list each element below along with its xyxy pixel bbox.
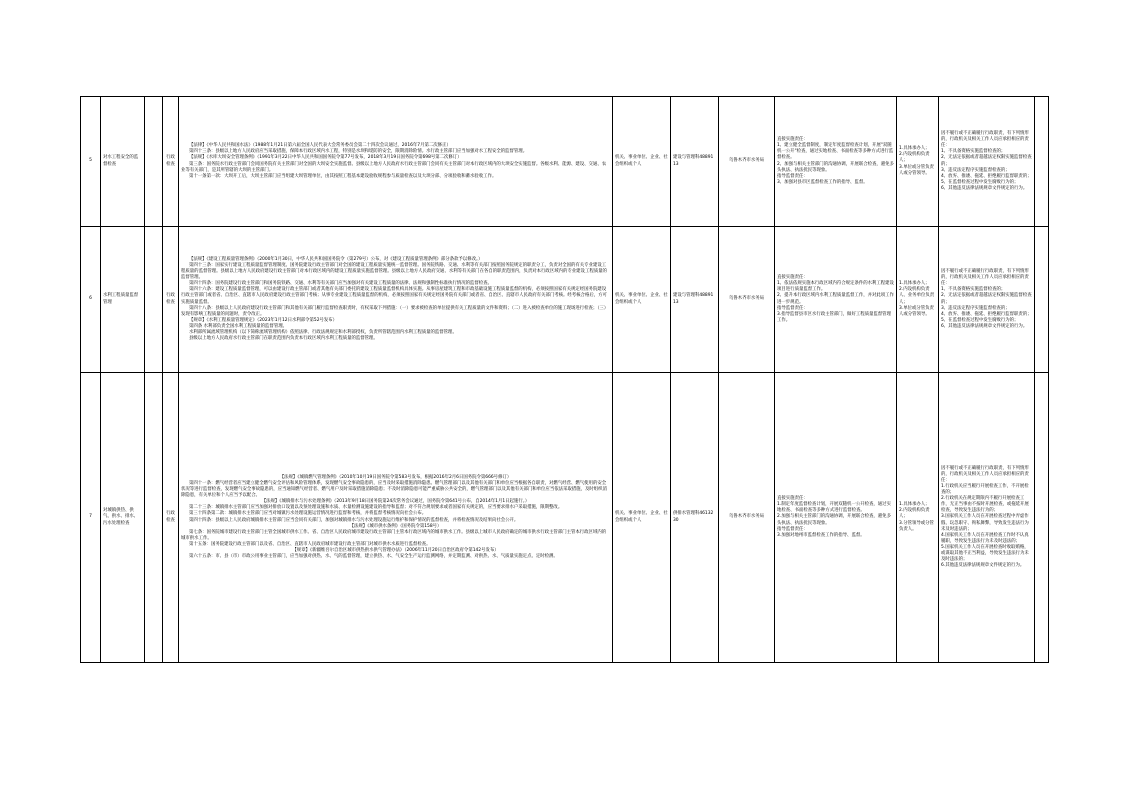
duty-holders (897, 227, 939, 373)
responsibility-items-line: 直接实施责任： (777, 275, 808, 281)
implementing-subject: 机关、事业单位、企业、社会组织或个人 (613, 373, 671, 663)
accountability-cases-line: 3、违反法定程序实施监督检查的； (941, 167, 1010, 173)
responsibility-items-line: 2、提升本行政区域内水利工程质量监督工作，并对此项工作进一步规范。 (777, 293, 894, 305)
legal-basis-paragraph: 【法规】《城市供水条例》（国务院令第158号） (349, 523, 442, 529)
duty-holders (897, 97, 939, 227)
accountability-cases-line: 3.国家机关工作人员在开展检查过程中弄虚作假、玩忽职守、徇私舞弊，导致发生违法行为未及时违法的； (941, 514, 1029, 532)
responsibility-table (80, 96, 1049, 663)
legal-basis-paragraph: 第四十三条：县级以上地方人民政府应当采取措施，保障本行政区域内水工程，特别是水坝和堤防的安全，限期消除险情。水行政主管部门应当加强对水工程安全的监督管理。 (189, 149, 528, 155)
duty-holders-line: 2.内设机构负责人、业务单位负责人； (899, 287, 935, 305)
legal-basis-paragraph: 第四十四条：国务院建设行政主管部门和国务院铁路、交通、水利等有关部门应当加强对有关建设工程质量的法律、法规和强制性标准执行情况的监督检查。 (189, 281, 492, 287)
legal-basis-paragraph: 第四十八条：县级以上人民政府建设行政主管部门和其他有关部门履行监督检查职责时，有权采取下列措施：（一）要求被检查的单位提供有关工程质量的文件和资料；（二）进入被检查单位的施工现场进行检查；（三）发现有影响工程质量的问题时，责令改正。 (181, 305, 609, 317)
row-number: 5 (81, 97, 101, 227)
empty-cell (1035, 227, 1049, 373)
contact-department: 供排水管理科4613230 (671, 373, 719, 663)
table-row (81, 97, 1049, 227)
table-row (81, 227, 1049, 373)
contact-department: 建设与管理科4889113 (671, 227, 719, 373)
accountability-cases-line: 4.国家机关工作人员在开展检查工作时不认真履职，导致发生违法行为未及时违法的； (941, 532, 1029, 544)
legal-basis-paragraph: 【法规】《水库大坝安全管理条例》（1991年3月22日中华人民共和国国务院令第77号发布，2018年3月19日国务院令第698号第二次修订） (189, 155, 462, 161)
accountability-cases-line: 因不履行或不正确履行行政职责，有下列情形的，行政机关及相关工作人员应承担相应的责任： (941, 131, 1029, 149)
row-number: 7 (81, 373, 101, 663)
responsibility-items-line: 1、建立健全监督制度，制定年度监督检查计划，开展"双随机一公开"检查，通过实地检查、书面检查等多种方式进行监督检查。 (777, 143, 894, 161)
responsibility-items-line: 指导监督责任： (777, 526, 808, 532)
legal-basis-paragraph: 第七条：国务院城市建设行政主管部门主管全国城市供水工作。省、自治区人民政府城市建设行政主管部门主管本行政区域内的城市供水工作。县级以上城市人民政府确定的城市供水行政主管部门主管本行政区域内的城市供水工作。 (181, 529, 607, 541)
duty-holders-line: 1.具体承办人； (899, 146, 930, 152)
legal-basis-paragraph: 【规章】《水利工程质量管理规定》（2023年1月12日水利部令第52号发布） (189, 317, 338, 323)
legal-basis-paragraph: 第四十六条：建设工程质量监督管理，可以由建设行政主管部门或者其他有关部门委托的建设工程质量监督机构具体实施。从事房屋建筑工程和市政基础设施工程质量监督的机构，必须按照国家有关规定经国务院建设行政主管部门或者省、自治区、直辖市人民政府建设行政主管部门考核；从事专业建设工程质量监督的机构，必须按照国家有关规定经国务院有关部门或者省、自治区、直辖市人民政府有关部门考核。经考核合格后，方可实施质量监督。 (181, 287, 607, 305)
legal-basis-paragraph: 第六十五条：市、县（市）市政公用事业主管部门，应当加强对供热、水、气的监督管理，建立供热、水、气安全生产运行监测网络，并定期监测、对供热、水、气质量实施定点、定时检测。 (189, 554, 558, 560)
duty-holders-line: 3.单位或分管负责人或分管领导。 (899, 164, 934, 176)
legal-basis-paragraph: 县级以上地方人民政府水行政主管部门在职责范围内负责本行政区域内水利工程质量的监督管理。 (189, 336, 378, 342)
table-row (81, 373, 1049, 663)
duty-holders-line: 1.具体承办人； (899, 281, 930, 287)
legal-basis-paragraph: 【法规】《城镇燃气管理条例》（2010年10月19日国务院令第583号发布，根据2016年2月6日国务院令第666号修订） (279, 474, 512, 480)
accountability-cases-line: 因不履行或不正确履行行政职责，有下列情形的，行政机关及相关工作人员应承担相应的责任： (941, 269, 1029, 287)
legal-basis-paragraph: 第四十三条：国家实行建设工程质量监督管理制度。国务院建设行政主管部门对全国的建设工程质量实施统一监督管理。国务院铁路、交通、水利等有关部门按照国务院规定的职责分工，负责对全国的有关专业建设工程质量的监督管理。县级以上地方人民政府建设行政主管部门对本行政区域内的建设工程质量实施监督管理。县级以上地方人民政府交通、水利等有关部门在各自的职责范围内，负责对本行政区域内的专业建设工程质量的监督管理。 (181, 262, 607, 281)
responsibility-items-line: 直接实施责任： (777, 137, 808, 143)
accountability-cases-line: 5.国家机关工作人员在开展检查时收取贿赂，或谋取其他不正当利益，导致发生违法行为未及时违法的； (941, 544, 1029, 563)
responsibility-items (775, 373, 897, 663)
legal-basis-paragraph: 第十五条：国务院建设行政主管部门以及省、自治区、直辖市人民政府城市建设行政主管部门对城市供水水质进行监督检查。 (189, 541, 431, 547)
legal-basis-paragraph: 第三条：国务院水行政主管部门会同国务院有关主管部门对全国的大坝安全实施监督。县级以上地方人民政府水行政主管部门会同有关主管部门对本行政区域内的大坝安全实施监督。各级水利、能源、建设、交通、农业等有关部门，是其所管辖的大坝的主管部门。 (181, 161, 607, 173)
row-number: 6 (81, 227, 101, 373)
responsibility-items (775, 227, 897, 373)
accountability-cases-line: 5、在监督检查过程中发生腐败行为的； (941, 179, 1019, 185)
accountability-cases-line: 1、不具备资格实施监督检查的； (941, 287, 1006, 293)
accountability-cases-line: 2.行政机关在规定期限内不履行开展检查工作，无正当事由不按时开展检查，或拖延开展检查，导致发生违法行为的； (941, 496, 1029, 514)
accountability-cases-line: 2、无法定依据或者超越法定权限实施监督检查的； (941, 293, 1032, 305)
responsibility-items-line: 1、依法依规实施本行政区域内符合规定条件的水利工程建设项目进行质量监督工作。 (777, 281, 894, 293)
accountability-cases-line: 6.其他违反法律法规规章文件规定的行为。 (941, 563, 1025, 569)
legal-basis-paragraph: 【法规】《城镇排水与污水处理条例》（2013年9月18日国务院第24次常务会议通过，国务院令第641号公布，自2014年1月1日起施行。） (261, 499, 530, 505)
responsibility-items-line: 3、加强对县市区监督检查工作的指导、监督。 (777, 179, 868, 185)
item-name: 对水工程安全的监督检查 (101, 97, 145, 227)
empty-cell (1035, 97, 1049, 227)
responsibility-items-line: 3.指导监督县市区水行政主管部门，做好工程质量监督管理工作。 (777, 311, 891, 323)
responsibility-items-line: 3.加强对地州市监督检查工作的指导、监督。 (777, 532, 865, 538)
empty-cell (1035, 373, 1049, 663)
responsibility-items-line: 1.制定年度监督检查计划，开展双随机一公开检查，通过实地检查、书面检查等多种方式进行监督检查。 (777, 502, 891, 514)
implementing-subject: 机关、事业单位、企业、社会组织或个人 (613, 227, 671, 373)
legal-basis-paragraph: 第四条 水利部负责全国水利工程质量的监督管理。 (189, 323, 287, 329)
responsible-department: 乌鲁木齐市水务局 (719, 373, 775, 663)
item-name: 水利工程质量监督管理 (101, 227, 145, 373)
item-type: 行政检查 (163, 227, 179, 373)
responsible-department: 乌鲁木齐市水务局 (719, 97, 775, 227)
legal-basis (179, 373, 613, 663)
duty-holders-line: 1.具体承办人； (899, 502, 930, 508)
accountability-cases-line: 4、放弃、推诿、拖延、拒绝履行监督职责的； (941, 173, 1032, 179)
legal-basis-paragraph: 第四十一条：燃气经营者应当建立健全燃气安全评估和风险管理体系，发现燃气安全事故隐患的，应当及时采取措施消除隐患。燃气管理部门以及其他有关部门和单位应当根据各自职责，对燃气经营、燃气使用的安全状况等进行监督检查，发现燃气安全事故隐患的，应当通知燃气经营者、燃气用户及时采取措施消除隐患；不及时消除隐患可能严重威胁公共安全的，燃气管理部门以及其他有关部门和单位应当依法采取措施，及时组织消除隐患，有关单位和个人应当予以配合。 (181, 480, 607, 499)
legal-basis-paragraph: 【法规】《建设工程质量管理条例》（2000年1月30日，中华人民共和国国务院令（第279号）公布，对《建设工程质量管理条例》部分条款予以修改。） (189, 256, 483, 262)
accountability-cases-line: 因不履行或不正确履行行政职责，有下列情形的，行政机关及相关工作人员应承担相应的责任： (941, 465, 1029, 483)
contact-department: 建设与管理科4889113 (671, 97, 719, 227)
responsibility-items-line: 2、加强与相关主管部门的沟通协调，开展联合检查，避免多头执法、执法扰民等现象。 (777, 161, 894, 173)
legal-basis-paragraph: 第二十三条：城镇排水主管部门应当加强对排放口设置以及预处理设施和水质、水量检测设施建设的指导和监督；对不符合规划要求或者国家有关规定的，应当要求排水户采取措施，限期整改。 (189, 505, 563, 511)
legal-basis-paragraph: 第四十四条：县级以上人民政府城镇排水主管部门应当会同有关部门，加强对城镇排水与污水处理设施运行维护和保护情况的监督检查，并将检查情况及结果向社会公开。 (189, 517, 519, 523)
accountability-cases-line: 5、在监督检查过程中发生腐败行为的； (941, 317, 1019, 323)
accountability-cases-line: 4、放弃、推诿、拖延、拒绝履行监督职责的； (941, 311, 1032, 317)
accountability-cases-line: 1、不具备资格实施监督检查的； (941, 149, 1006, 155)
legal-basis-paragraph: 第十一条第一款：大坝开工后，大坝主管部门应当组建大坝管理单位，由其按照工程基本建设验收规程参与质量检查以及大坝分部、分项验收和蓄水验收工作。 (189, 173, 497, 179)
accountability-cases-line: 3、违反法定程序实施监督检查的； (941, 305, 1010, 311)
duty-holders-line: 3.分管领导或分管负责人。 (899, 520, 934, 532)
empty-cell (145, 373, 163, 663)
legal-basis (179, 227, 613, 373)
responsibility-items-line: 2.加强与相关主管部门的沟通协调，开展联合检查，避免多头执法、执法扰民等现象。 (777, 514, 891, 526)
implementing-subject: 机关、事业单位、企业、社会组织或个人 (613, 97, 671, 227)
accountability-cases-line: 2、无法定依据或者超越法定权限实施监督检查的； (941, 155, 1032, 167)
accountability-cases-line: 1.行政机关应当履行开展检查工作，不开展检查的； (941, 483, 1029, 496)
duty-holders-line: 2.内设机构负责人； (899, 152, 930, 164)
item-type: 行政检查 (163, 97, 179, 227)
responsibility-items-line: 直接实施责任： (777, 496, 808, 502)
accountability-cases (939, 97, 1035, 227)
responsibility-items (775, 97, 897, 227)
accountability-cases-line: 6、其他违反法律法规规章文件规定的行为。 (941, 323, 1028, 329)
empty-cell (145, 97, 163, 227)
accountability-cases (939, 373, 1035, 663)
item-name: 对城镇供热、供气、供水、排水、污水处理检查 (101, 373, 145, 663)
legal-basis-paragraph: 【法律】《中华人民共和国水法》（1988年1月21日第六届全国人民代表大会常务委员会第二十四次会议通过，2016年7月第二次修正） (189, 143, 451, 149)
legal-basis-paragraph: 水利部所属流域管理机构（以下简称流域管理机构）依照法律、行政法规规定和水利部授权，负责所管辖范围内水利工程质量的监督管理。 (189, 329, 457, 335)
accountability-cases (939, 227, 1035, 373)
legal-basis (179, 97, 613, 227)
legal-basis-paragraph: 第三十四条第二款：城镇排水主管部门应当对城镇污水处理设施运营情况进行监督和考核，并将监督考核情况向社会公布。 (189, 511, 427, 517)
table-body (81, 97, 1049, 663)
responsibility-items-line: 指导监督责任： (777, 305, 808, 311)
accountability-cases-line: 6、其他违反法律法规规章文件规定的行为。 (941, 185, 1028, 191)
duty-holders-line: 3.单位或分管负责人或分管领导。 (899, 305, 934, 317)
responsibility-items-line: 指导监督责任： (777, 173, 808, 179)
duty-holders (897, 373, 939, 663)
responsible-department: 乌鲁木齐市水务局 (719, 227, 775, 373)
item-type: 行政检查 (163, 373, 179, 663)
duty-holders-line: 2.内设机构负责人； (899, 508, 930, 520)
empty-cell (145, 227, 163, 373)
legal-basis-paragraph: 【规章】《新疆维吾尔自治区城市供热供水供气管理办法》（2006年11月20日自治区政府令第142号发布） (292, 547, 499, 553)
